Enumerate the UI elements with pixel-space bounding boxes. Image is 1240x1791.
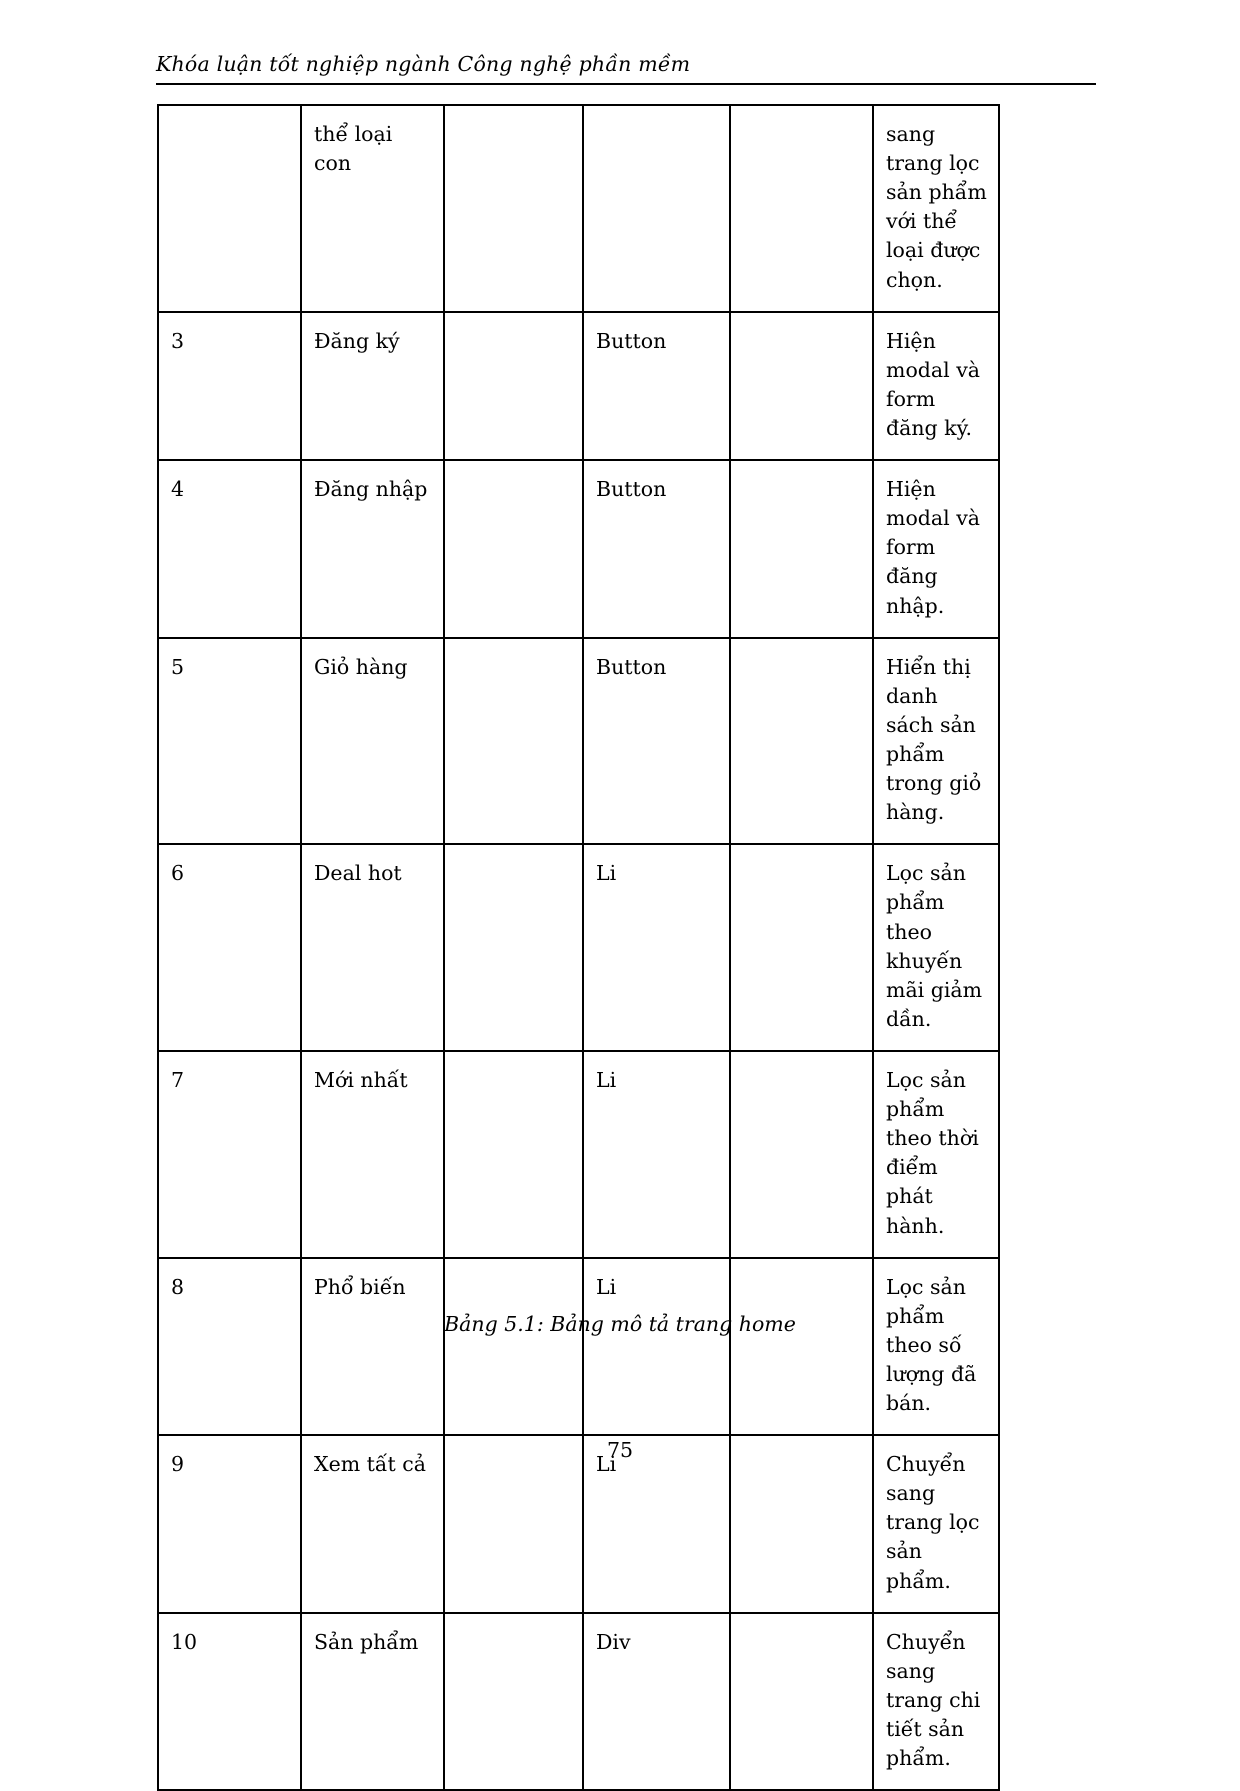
cell-col3	[444, 844, 583, 1051]
cell-text: Mới nhất	[314, 1067, 408, 1092]
cell-name	[301, 1258, 444, 1436]
cell-col3	[444, 460, 583, 638]
cell-name	[301, 312, 444, 460]
table-row	[158, 460, 999, 638]
cell-col3	[444, 105, 583, 312]
table-row	[158, 1613, 999, 1791]
cell-text: Lọc sản phẩm theo số lượng đã bán.	[886, 1274, 977, 1416]
cell-col3	[444, 1051, 583, 1258]
cell-text: Button	[596, 328, 667, 353]
cell-text: 3	[171, 328, 185, 353]
cell-col5	[730, 844, 873, 1051]
cell-text: 4	[171, 477, 185, 502]
cell-description	[873, 1258, 999, 1436]
cell-text: Div	[596, 1629, 631, 1654]
cell-text: Chuyển sang trang chi tiết sản phẩm.	[886, 1629, 981, 1771]
header-divider	[156, 83, 1096, 85]
cell-text: Hiển thị danh sách sản phẩm trong giỏ hàng.	[886, 654, 982, 825]
cell-text: Phổ biến	[314, 1274, 406, 1299]
cell-stt	[158, 844, 301, 1051]
cell-type	[583, 1613, 730, 1791]
cell-text: Đăng ký	[314, 328, 400, 353]
cell-text: Li	[596, 1452, 617, 1477]
cell-col5	[730, 1613, 873, 1791]
cell-text: Hiện modal và form đăng ký.	[886, 328, 981, 440]
cell-type	[583, 460, 730, 638]
cell-text: 9	[171, 1452, 185, 1477]
cell-description	[873, 460, 999, 638]
cell-text: Li	[596, 1067, 617, 1092]
cell-text: Giỏ hàng	[314, 654, 408, 679]
table-row	[158, 105, 999, 312]
page-description-table	[157, 104, 1000, 1791]
cell-text: 6	[171, 861, 185, 886]
cell-type	[583, 1051, 730, 1258]
table-row	[158, 1051, 999, 1258]
cell-col5	[730, 1051, 873, 1258]
cell-col3	[444, 312, 583, 460]
cell-stt	[158, 312, 301, 460]
table-row	[158, 1258, 999, 1436]
cell-stt	[158, 638, 301, 845]
cell-text: Sản phẩm	[314, 1629, 419, 1654]
cell-text: Xem tất cả	[314, 1452, 426, 1477]
cell-stt	[158, 105, 301, 312]
cell-name	[301, 844, 444, 1051]
table-row	[158, 312, 999, 460]
cell-type	[583, 105, 730, 312]
table-row	[158, 844, 999, 1051]
cell-col5	[730, 1258, 873, 1436]
cell-text: Button	[596, 477, 667, 502]
cell-stt	[158, 1051, 301, 1258]
cell-text: 5	[171, 654, 185, 679]
cell-type	[583, 1258, 730, 1436]
cell-text: sang trang lọc sản phẩm với thể loại được chọn.	[886, 122, 987, 292]
cell-col5	[730, 460, 873, 638]
cell-type	[583, 638, 730, 845]
cell-text: Lọc sản phẩm theo khuyến mãi giảm dần.	[886, 861, 983, 1031]
running-header	[156, 52, 1096, 85]
cell-text: 7	[171, 1067, 185, 1092]
cell-text: Deal hot	[314, 861, 402, 886]
cell-description	[873, 844, 999, 1051]
cell-text: 8	[171, 1274, 185, 1299]
cell-text: Đăng nhập	[314, 477, 428, 502]
cell-col5	[730, 312, 873, 460]
cell-col3	[444, 638, 583, 845]
table-caption: Bảng 5.1: Bảng mô tả trang home	[444, 1312, 796, 1336]
cell-description	[873, 105, 999, 312]
page-number: 75	[606, 1438, 634, 1462]
cell-col3	[444, 1613, 583, 1791]
cell-stt	[158, 1613, 301, 1791]
cell-name	[301, 460, 444, 638]
cell-col5	[730, 638, 873, 845]
cell-text: Li	[596, 1274, 617, 1299]
cell-type	[583, 844, 730, 1051]
cell-name	[301, 1051, 444, 1258]
cell-stt	[158, 460, 301, 638]
cell-text: Button	[596, 654, 667, 679]
cell-col5	[730, 105, 873, 312]
cell-description	[873, 1051, 999, 1258]
cell-description	[873, 1613, 999, 1791]
cell-col3	[444, 1258, 583, 1436]
cell-text: Lọc sản phẩm theo thời điểm phát hành.	[886, 1067, 979, 1238]
cell-name	[301, 638, 444, 845]
cell-text: Chuyển sang trang lọc sản phẩm.	[886, 1452, 980, 1593]
cell-text: thể loại con	[314, 122, 393, 176]
running-header-text: Khóa luận tốt nghiệp ngành Công nghệ phần mềm	[156, 52, 691, 76]
cell-text: 10	[171, 1629, 198, 1654]
table-row	[158, 638, 999, 845]
cell-text: Hiện modal và form đăng nhập.	[886, 477, 981, 618]
cell-name	[301, 1613, 444, 1791]
cell-text: Li	[596, 861, 617, 886]
cell-description	[873, 312, 999, 460]
cell-type	[583, 312, 730, 460]
cell-stt	[158, 1258, 301, 1436]
cell-name	[301, 105, 444, 312]
cell-description	[873, 638, 999, 845]
